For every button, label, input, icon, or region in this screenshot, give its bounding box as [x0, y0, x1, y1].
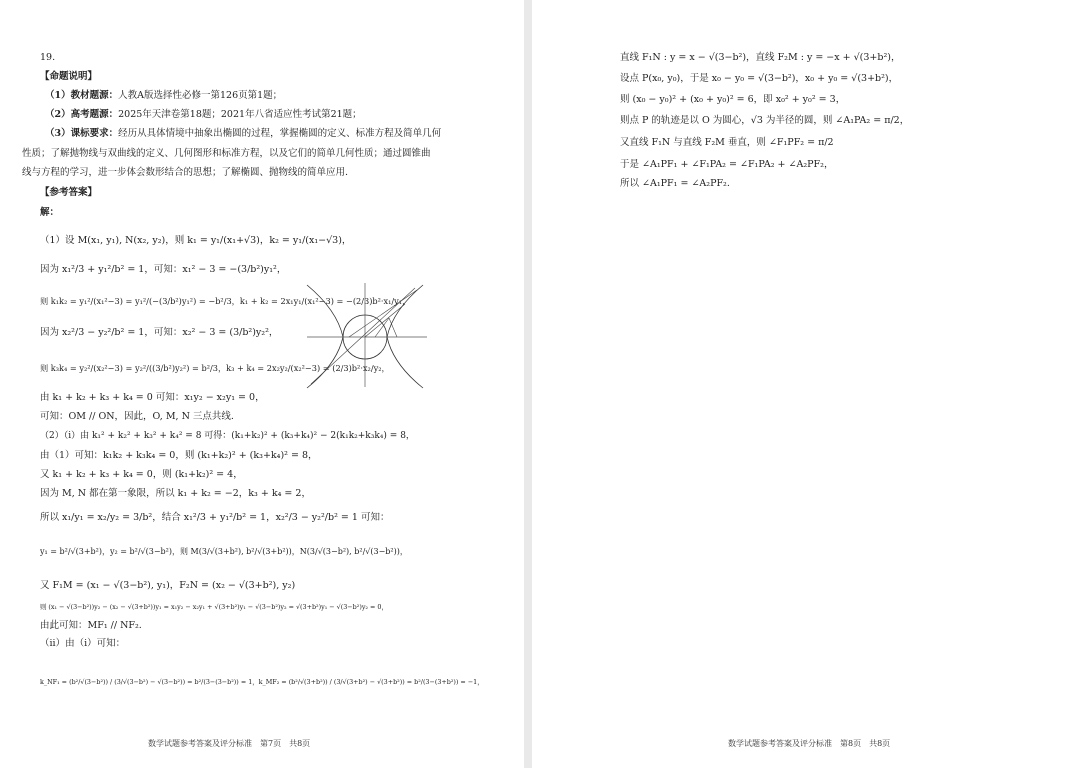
solution-line: 因为 M, N 都在第一象限，所以 k₁ + k₂ = −2，k₃ + k₄ = 2， [40, 488, 311, 499]
solution-line: 所以 ∠A₁PF₁ = ∠A₂PF₂. [620, 178, 730, 189]
requirement-continued-2: 线与方程的学习，进一步体会数形结合的思想；了解椭圆、抛物线的简单应用. [22, 167, 349, 178]
source-textbook-text: 人教A版选择性必修一第126页第1题； [118, 90, 283, 101]
solution-line: 又直线 F₁N 与直线 F₂M 垂直，则 ∠F₁PF₂ = π/2 [620, 137, 834, 148]
solution-line: （ii）由（i）可知： [40, 638, 126, 649]
solution-line: 又 F₁M = (x₁ − √(3−b²), y₁)，F₂N = (x₂ − √(3+b²), y₂) [40, 580, 296, 591]
line-f2m [349, 290, 417, 337]
requirement-continued-1: 性质；了解抛物线与双曲线的定义、几何图形和标准方程，以及它们的简单几何性质；通过圆锥曲 [22, 148, 431, 159]
source-gaokao-label: （2）高考题源： [45, 109, 119, 120]
curriculum-requirement-text: 经历从具体情境中抽象出椭圆的过程，掌握椭圆的定义、标准方程及简单几何 [118, 128, 442, 139]
solution-line: 于是 ∠A₁PF₁ + ∠F₁PA₂ = ∠F₁PA₂ + ∠A₂PF₂， [620, 159, 834, 170]
answer-page-7 [0, 0, 524, 768]
line-om [365, 304, 405, 337]
solution-line: 则 (x₀ − y₀)² + (x₀ + y₀)² = 6，即 x₀² + y₀² = 3， [620, 94, 846, 105]
solution-label: 解： [40, 207, 60, 218]
footer-page-7: 数学试题参考答案及评分标准 第7页 共8页 [148, 739, 311, 748]
curriculum-requirement-label: （3）课标要求： [45, 128, 119, 139]
solution-line: 设点 P(x₀, y₀)，于是 x₀ − y₀ = √(3−b²)，x₀ + y₀ = √(3+b²)， [620, 73, 899, 84]
heading-answer: 【参考答案】 [40, 187, 98, 198]
solution-line: 则 k₁k₂ = y₁²/(x₁²−3) = y₁²/(−(3/b²)y₁²) = −b²/3，k₁ + k₂ = 2x₁y₁/(x₁²−3) = −(2/3)b²·x₁/y₁， [40, 296, 411, 306]
source-gaokao [45, 109, 362, 121]
answer-page-8 [532, 0, 1080, 768]
solution-line: 直线 F₁N : y = x − √(3−b²)，直线 F₂M : y = −x + √(3+b²)， [620, 52, 901, 63]
source-textbook-label: （1）教材题源： [45, 90, 119, 101]
solution-line: 由此可知：MF₁ // NF₂. [40, 620, 142, 631]
solution-line: k_NF₁ = (b²/√(3−b²)) / (3/√(3−b²) − √(3−b²)) = b²/(3−(3−b²)) = 1，k_MF₂ = (b²/√(3+b²)) / (3/√(3+b²) − √(3+b²)) = b²/(3−(3+b²)) = −1， [40, 678, 484, 686]
source-textbook [45, 90, 282, 102]
solution-line: 则点 P 的轨迹是以 O 为圆心，√3 为半径的圆，则 ∠A₁PA₂ = π/2， [620, 115, 910, 126]
solution-line: 由 k₁ + k₂ + k₃ + k₄ = 0 可知：x₁y₂ − x₂y₁ = 0， [40, 392, 265, 403]
solution-line: 可知：OM // ON，因此，O, M, N 三点共线. [40, 411, 234, 422]
solution-line: 则 (x₁ − √(3−b²))y₂ − (x₂ − √(3+b²))y₁ = x₁y₂ − x₂y₁ + √(3+b²)y₁ − √(3−b²)y₂ = √(3+b²)y₁ − √(3−b²)y₂ = 0， [40, 603, 388, 611]
source-gaokao-text: 2025年天津卷第18题；2021年八省适应性考试第21题； [118, 109, 362, 120]
solution-line: 因为 x₂²/3 − y₂²/b² = 1，可知：x₂² − 3 = (3/b²)y₂²， [40, 327, 279, 338]
curriculum-requirement [45, 128, 441, 140]
solution-line: 所以 x₁/y₁ = x₂/y₂ = 3/b²，结合 x₁²/3 + y₁²/b² = 1，x₂²/3 − y₂²/b² = 1 可知： [40, 512, 390, 523]
heading-explain: 【命题说明】 [40, 71, 98, 82]
solution-line: 又 k₁ + k₂ + k₃ + k₄ = 0，则 (k₁+k₂)² = 4， [40, 469, 243, 480]
conic-diagram [305, 280, 430, 390]
solution-line: （2）（i）由 k₁² + k₂² + k₃² + k₄² = 8 可得：(k₁+k₂)² + (k₃+k₄)² − 2(k₁k₂+k₃k₄) = 8， [40, 431, 415, 441]
solution-line: y₁ = b²/√(3+b²)，y₂ = b²/√(3−b²)，则 M(3/√(3+b²), b²/√(3+b²))，N(3/√(3−b²), b²/√(3−b²))， [40, 547, 408, 556]
solution-line: （1）设 M(x₁, y₁), N(x₂, y₂)，则 k₁ = y₁/(x₁+√3)，k₂ = y₁/(x₁−√3)， [40, 235, 352, 246]
problem-number: 19. [40, 52, 56, 63]
solution-line: 由（1）可知：k₁k₂ + k₃k₄ = 0，则 (k₁+k₂)² + (k₃+k₄)² = 8， [40, 450, 318, 461]
solution-line: 因为 x₁²/3 + y₁²/b² = 1，可知：x₁² − 3 = −(3/b²)y₁²， [40, 264, 287, 275]
footer-page-8: 数学试题参考答案及评分标准 第8页 共8页 [728, 739, 891, 748]
solution-line: 则 k₃k₄ = y₂²/(x₂²−3) = y₂²/((3/b²)y₂²) = b²/3，k₃ + k₄ = 2x₂y₂/(x₂²−3) = (2/3)b²·x₂/y₂， [40, 363, 390, 373]
